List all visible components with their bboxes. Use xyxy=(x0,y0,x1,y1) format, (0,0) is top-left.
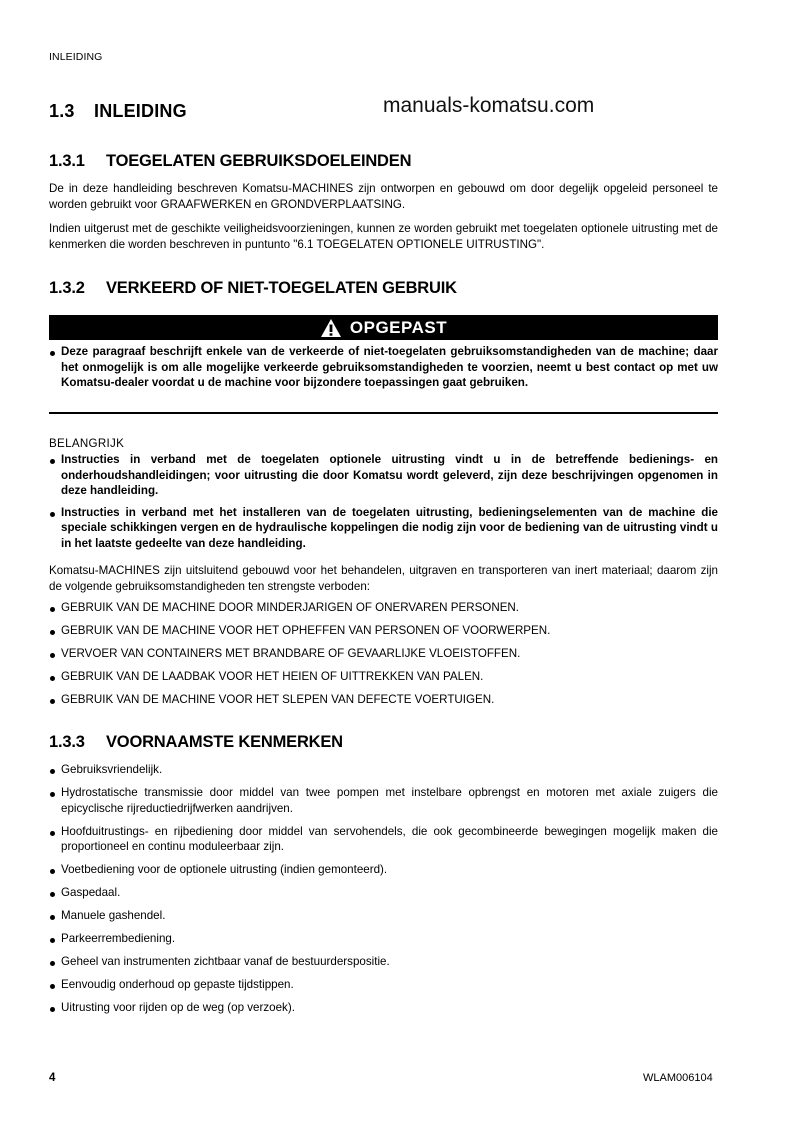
list-item: Gaspedaal. xyxy=(49,885,718,901)
document-code: WLAM006104 xyxy=(643,1072,713,1084)
section-number: 1.3 xyxy=(49,101,75,121)
running-header: INLEIDING xyxy=(49,51,103,63)
list-item: Eenvoudig onderhoud op gepaste tijdstippen. xyxy=(49,977,718,993)
list-item: VERVOER VAN CONTAINERS MET BRANDBARE OF GEVAARLIJKE VLOEISTOFFEN. xyxy=(49,646,718,662)
subsection-number: 1.3.3 xyxy=(49,733,85,751)
warning-item: Deze paragraaf beschrijft enkele van de verkeerde of niet-toegelaten gebruiksomstandigheden van de machine; daar het onmogelijk is om alle mogelijke verkeerde gebruiksomstandigheden te voorzien, neemt u best contact op met uw Komatsu-dealer voordat u de machine voor bijzondere toepassingen gaat gebruiken. xyxy=(49,344,718,391)
list-item: Voetbediening voor de optionele uitrusting (indien gemonteerd). xyxy=(49,862,718,878)
list-item: Geheel van instrumenten zichtbaar vanaf de bestuurderspositie. xyxy=(49,954,718,970)
subsection-heading-1-3-3 xyxy=(49,733,343,752)
list-item: Gebruiksvriendelijk. xyxy=(49,762,718,778)
list-item: Hydrostatische transmissie door middel van twee pompen met instelbare opbrengst en motoren met axiale zuigers die epicyclische rijreductiedrijfwerken aandrijven. xyxy=(49,785,718,816)
important-label: BELANGRIJK xyxy=(49,437,125,450)
list-item: GEBRUIK VAN DE MACHINE VOOR HET OPHEFFEN VAN PERSONEN OF VOORWERPEN. xyxy=(49,623,718,639)
paragraph: Indien uitgerust met de geschikte veiligheidsvoorzieningen, kunnen ze worden gebruikt met toegelaten optionele uitrusting met de kenmerken die worden beschreven in puntunto "6.1 TOEGELATEN OPTIONELE UITRUSTING". xyxy=(49,222,718,251)
paragraph: De in deze handleiding beschreven Komatsu-MACHINES zijn ontworpen en gebouwd om door degelijk opgeleid personeel te worden gebruikt voor GRAAFWERKEN en GRONDVERPLAATSING. xyxy=(49,182,718,211)
important-item: Instructies in verband met de toegelaten optionele uitrusting vindt u in de betreffende bedienings- en onderhoudshandleidingen; voor uitrusting die door Komatsu wordt geleverd, zijn deze beschrijvingen opgenomen in deze handleiding. xyxy=(49,452,718,499)
subsection-number: 1.3.1 xyxy=(49,152,85,170)
warning-bottom-rule xyxy=(49,412,718,414)
list-item: GEBRUIK VAN DE MACHINE DOOR MINDERJARIGEN OF ONERVAREN PERSONEN. xyxy=(49,600,718,616)
warning-triangle-icon xyxy=(320,318,342,338)
section-title-text: INLEIDING xyxy=(94,101,187,121)
prohibited-use-list xyxy=(49,600,718,708)
features-list xyxy=(49,762,718,1016)
list-item: Hoofduitrustings- en rijbediening door middel van servohendels, die ook gecombineerde bewegingen mogelijk maken die proportioneel en continu moduleerbaar zijn. xyxy=(49,824,718,855)
warning-label: OPGEPAST xyxy=(349,317,448,337)
list-item: Parkeerrembediening. xyxy=(49,931,718,947)
watermark: manuals-komatsu.com xyxy=(383,94,595,117)
subsection-number: 1.3.2 xyxy=(49,279,85,297)
paragraph: Komatsu-MACHINES zijn uitsluitend gebouwd voor het behandelen, uitgraven en transporteren van inert materiaal; daarom zijn de volgende gebruiksomstandigheden ten strengste verboden: xyxy=(49,564,718,593)
list-item: Manuele gashendel. xyxy=(49,908,718,924)
subsection-heading-1-3-1 xyxy=(49,152,411,171)
page-number: 4 xyxy=(49,1072,56,1084)
list-item: Uitrusting voor rijden op de weg (op verzoek). xyxy=(49,1000,718,1016)
list-item: GEBRUIK VAN DE LAADBAK VOOR HET HEIEN OF UITTREKKEN VAN PALEN. xyxy=(49,669,718,685)
subsection-title: VOORNAAMSTE KENMERKEN xyxy=(106,733,343,751)
subsection-title: VERKEERD OF NIET-TOEGELATEN GEBRUIK xyxy=(106,279,457,297)
important-item: Instructies in verband met het installeren van de toegelaten uitrusting, bedieningselementen van de machine die speciale schikkingen vergen en de hydraulische koppelingen die nodig zijn voor de bediening van de uitrusting vindt u in het laatste gedeelte van deze handleiding. xyxy=(49,505,718,552)
subsection-heading-1-3-2 xyxy=(49,279,457,298)
warning-list xyxy=(49,344,718,391)
important-list xyxy=(49,452,718,551)
warning-banner xyxy=(49,315,718,340)
subsection-title: TOEGELATEN GEBRUIKSDOELEINDEN xyxy=(106,152,412,170)
section-title xyxy=(49,101,187,122)
list-item: GEBRUIK VAN DE MACHINE VOOR HET SLEPEN VAN DEFECTE VOERTUIGEN. xyxy=(49,692,718,708)
